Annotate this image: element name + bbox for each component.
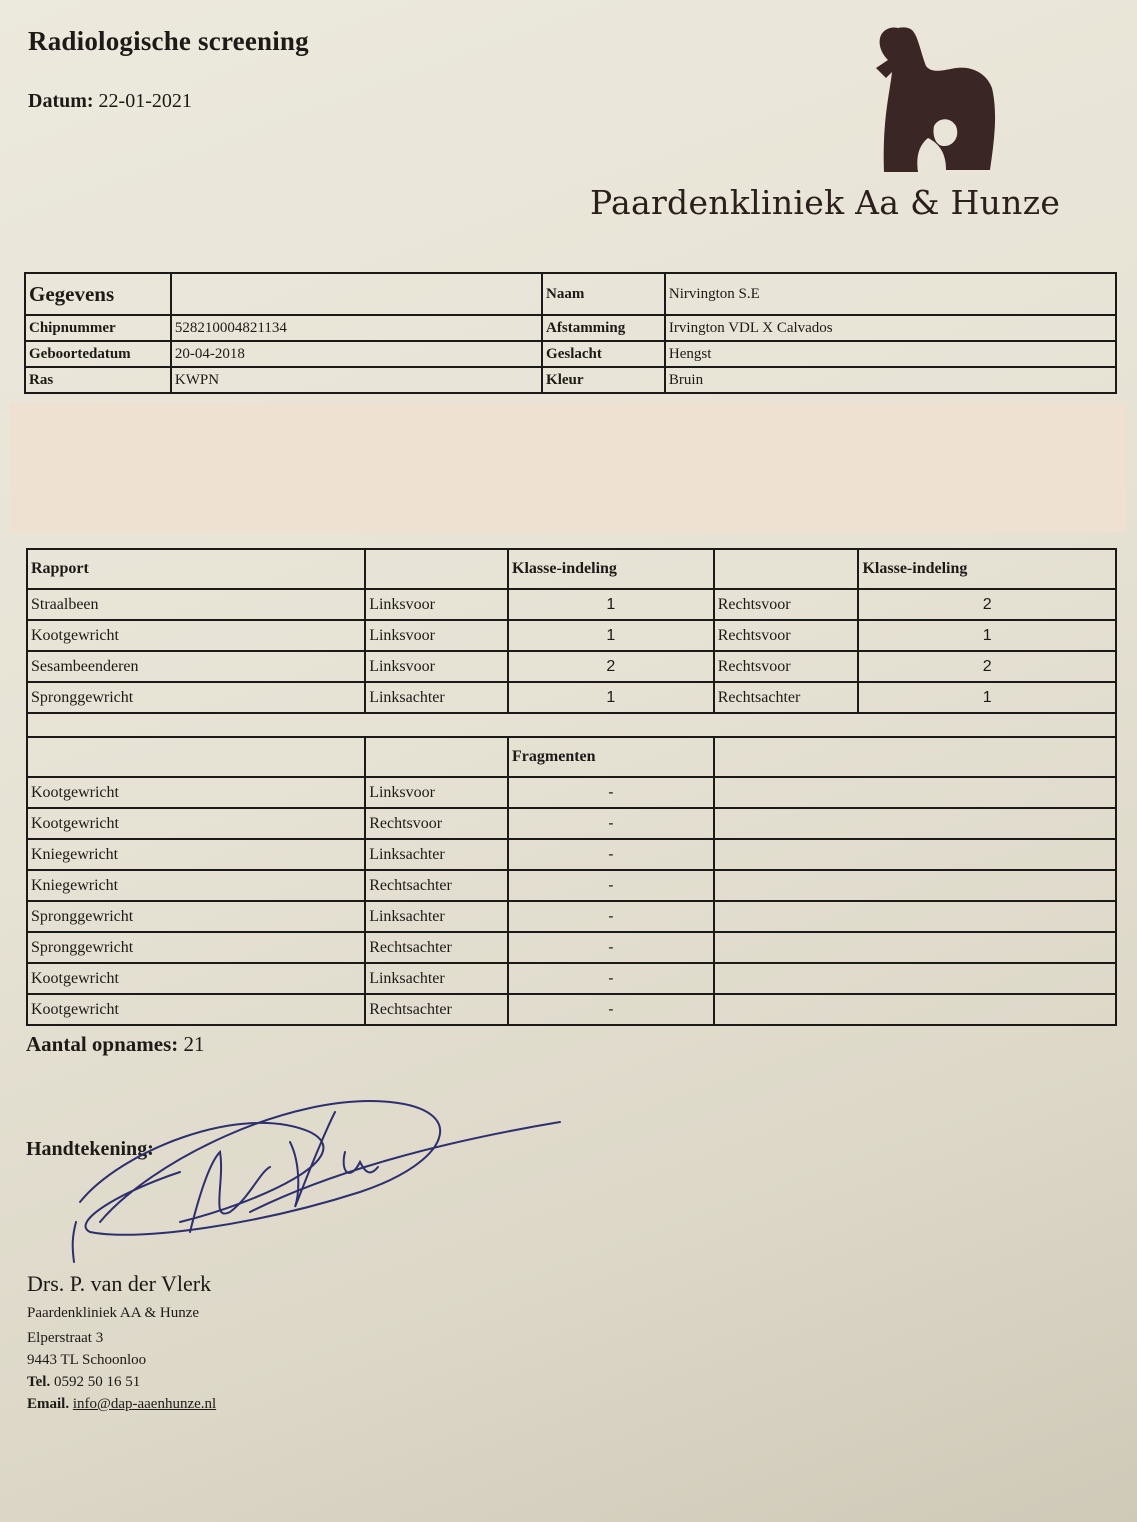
info-label: Kleur — [542, 367, 665, 393]
class-right-cell: 2 — [858, 651, 1116, 682]
date-label: Datum: — [28, 90, 94, 112]
side-cell: Rechtsachter — [365, 994, 508, 1025]
side-cell: Linksachter — [365, 839, 508, 870]
class-right-cell: 1 — [858, 620, 1116, 651]
joint-cell: Straalbeen — [27, 589, 365, 620]
joint-cell: Spronggewricht — [27, 932, 365, 963]
class-right-cell: 2 — [858, 589, 1116, 620]
email-link[interactable]: info@dap-aaenhunze.nl — [72, 1396, 217, 1412]
side-cell: Rechtsvoor — [365, 808, 508, 839]
joint-cell: Kniegewricht — [27, 839, 365, 870]
fragment-note-cell — [714, 901, 1116, 932]
fragment-row — [27, 901, 1116, 932]
side-left-cell: Linksvoor — [365, 651, 508, 682]
fragment-note-cell — [714, 870, 1116, 901]
fragment-value-cell: - — [508, 994, 714, 1025]
clinic-name: Paardenkliniek Aa & Hunze — [590, 183, 1061, 222]
date-value: 22-01-2021 — [98, 90, 192, 112]
fragment-row — [27, 777, 1116, 808]
side-right-cell: Rechtsachter — [714, 682, 859, 713]
side-left-cell: Linksvoor — [365, 620, 508, 651]
side-cell: Rechtsachter — [365, 870, 508, 901]
fragment-row — [27, 839, 1116, 870]
side-cell: Linksachter — [365, 901, 508, 932]
joint-cell: Kootgewricht — [27, 777, 365, 808]
info-label: Geslacht — [542, 341, 665, 367]
info-row — [25, 341, 1116, 367]
fragments-header: Fragmenten — [508, 737, 714, 777]
address-clinic: Paardenkliniek AA & Hunze — [27, 1305, 200, 1321]
report-row — [27, 682, 1116, 713]
fragment-row — [27, 994, 1116, 1025]
side-cell: Rechtsachter — [365, 932, 508, 963]
fragment-value-cell: - — [508, 839, 714, 870]
address-email — [27, 1396, 216, 1413]
info-header-row — [25, 273, 1116, 315]
fragment-note-cell — [714, 777, 1116, 808]
side-right-cell: Rechtsvoor — [714, 620, 859, 651]
fragment-value-cell: - — [508, 963, 714, 994]
joint-cell: Kootgewricht — [27, 808, 365, 839]
horse-logo-icon — [870, 22, 1000, 182]
fragment-row — [27, 932, 1116, 963]
fragment-note-cell — [714, 994, 1116, 1025]
address-street: Elperstraat 3 — [27, 1330, 104, 1346]
report-table — [26, 548, 1117, 1026]
side-left-cell: Linksachter — [365, 682, 508, 713]
signature-label: Handtekening: — [26, 1138, 154, 1160]
joint-cell: Kootgewricht — [27, 994, 365, 1025]
joint-cell: Sesambeenderen — [27, 651, 365, 682]
info-value: 20-04-2018 — [171, 341, 542, 367]
info-value: 528210004821134 — [171, 315, 542, 341]
report-row — [27, 620, 1116, 651]
image-count — [26, 1032, 205, 1057]
info-table — [24, 272, 1117, 394]
report-row — [27, 589, 1116, 620]
fragment-value-cell: - — [508, 901, 714, 932]
fragment-note-cell — [714, 963, 1116, 994]
spacer-cell — [27, 713, 1116, 737]
joint-cell: Kootgewricht — [27, 620, 365, 651]
class-left-cell: 1 — [508, 620, 714, 651]
fragment-note-cell — [714, 808, 1116, 839]
info-value: Irvington VDL X Calvados — [665, 315, 1116, 341]
fragment-row — [27, 963, 1116, 994]
side-cell: Linksachter — [365, 963, 508, 994]
email-label: Email. — [27, 1396, 70, 1412]
signer-name: Drs. P. van der Vlerk — [27, 1271, 212, 1296]
joint-cell: Spronggewricht — [27, 682, 365, 713]
count-label: Aantal opnames: — [26, 1032, 179, 1056]
class-right-cell: 1 — [858, 682, 1116, 713]
count-value: 21 — [183, 1032, 205, 1056]
fragment-note-cell — [714, 839, 1116, 870]
class-header-right: Klasse-indeling — [858, 549, 1116, 589]
class-left-cell: 1 — [508, 589, 714, 620]
report-header-row — [27, 549, 1116, 589]
side-right-cell: Rechtsvoor — [714, 651, 859, 682]
info-row — [25, 367, 1116, 393]
joint-cell: Kootgewricht — [27, 963, 365, 994]
info-row — [25, 315, 1116, 341]
fragment-value-cell: - — [508, 932, 714, 963]
info-value: Hengst — [665, 341, 1116, 367]
fragment-value-cell: - — [508, 777, 714, 808]
report-empty-cell — [714, 549, 859, 589]
phone-value: 0592 50 16 51 — [53, 1374, 141, 1390]
report-empty-cell — [714, 737, 1116, 777]
document-title: Radiologische screening — [28, 26, 309, 56]
fragment-note-cell — [714, 932, 1116, 963]
info-label: Afstamming — [542, 315, 665, 341]
info-label: Chipnummer — [25, 315, 171, 341]
fragment-row — [27, 808, 1116, 839]
report-row — [27, 651, 1116, 682]
redaction-block — [10, 402, 1126, 532]
address-phone — [27, 1374, 140, 1391]
fragment-value-cell: - — [508, 808, 714, 839]
spacer-row — [27, 713, 1116, 737]
side-cell: Linksvoor — [365, 777, 508, 808]
info-empty-cell — [171, 273, 542, 315]
side-left-cell: Linksvoor — [365, 589, 508, 620]
info-value: KWPN — [171, 367, 542, 393]
info-value: Bruin — [665, 367, 1116, 393]
fragment-row — [27, 870, 1116, 901]
class-left-cell: 2 — [508, 651, 714, 682]
name-value: Nirvington S.E — [665, 273, 1116, 315]
report-empty-cell — [365, 549, 508, 589]
report-section-title: Rapport — [27, 549, 365, 589]
name-label: Naam — [542, 273, 665, 315]
fragment-value-cell: - — [508, 870, 714, 901]
address-city: 9443 TL Schoonloo — [27, 1352, 147, 1368]
report-empty-cell — [365, 737, 508, 777]
side-right-cell: Rechtsvoor — [714, 589, 859, 620]
signature-image — [60, 1072, 580, 1272]
joint-cell: Spronggewricht — [27, 901, 365, 932]
class-header-left: Klasse-indeling — [508, 549, 714, 589]
fragments-header-row — [27, 737, 1116, 777]
class-left-cell: 1 — [508, 682, 714, 713]
info-label: Geboortedatum — [25, 341, 171, 367]
joint-cell: Kniegewricht — [27, 870, 365, 901]
report-empty-cell — [27, 737, 365, 777]
phone-label: Tel. — [27, 1374, 51, 1390]
info-label: Ras — [25, 367, 171, 393]
info-section-title: Gegevens — [25, 273, 171, 315]
date-line — [28, 90, 192, 113]
